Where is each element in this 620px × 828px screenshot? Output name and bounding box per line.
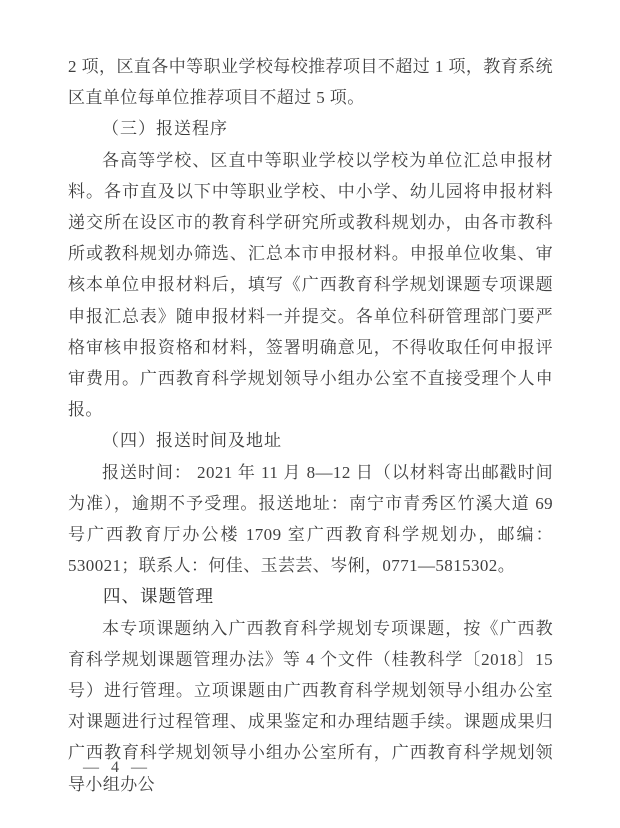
section-4-heading: （四）报送时间及地址: [102, 431, 282, 451]
page-number: — 4 —: [83, 759, 151, 776]
part-4-paragraph: 本专项课题纳入广西教育科学规划专项课题，按《广西教育科学规划课题管理办法》等 4 个文件（桂教科学〔2018〕15 号）进行管理。立项课题由广西教育科学规划领导小组办公室对课题进行过程管理、成果鉴定和办理结题手续。课题成果归广西教育科学规划领导小组办公室所有，广西教育科学规划领导小组办公: [68, 618, 553, 794]
paragraph-continuation: 2 项，区直各中等职业学校每校推荐项目不超过 1 项，教育系统区直单位每单位推荐项目不超过 5 项。: [68, 57, 553, 108]
section-3-paragraph: 各高等学校、区直中等职业学校以学校为单位汇总申报材料。各市直及以下中等职业学校、中小学、幼儿园将申报材料递交所在设区市的教育科学研究所或教科规划办，由各市教科所或教科规划办筛选、汇总本市申报材料。申报单位收集、审核本单位申报材料后，填写《广西教育科学规划课题专项课题申报汇总表》随申报材料一并提交。各单位科研管理部门要严格审核申报资格和材料，签署明确意见，不得收取任何申报评审费用。广西教育科学规划领导小组办公室不直接受理个人申报。: [68, 150, 553, 420]
part-4-heading: 四、课题管理: [103, 586, 214, 607]
section-3-heading: （三）报送程序: [102, 119, 228, 139]
section-4-paragraph: 报送时间： 2021 年 11 月 8—12 日（以材料寄出邮戳时间为准），逾期不予受理。报送地址：南宁市青秀区竹溪大道 69 号广西教育厅办公楼 1709 室广西教育科学规划办，邮编：530021；联系人：何佳、玉芸芸、岑俐，0771—5815302。: [68, 462, 553, 576]
